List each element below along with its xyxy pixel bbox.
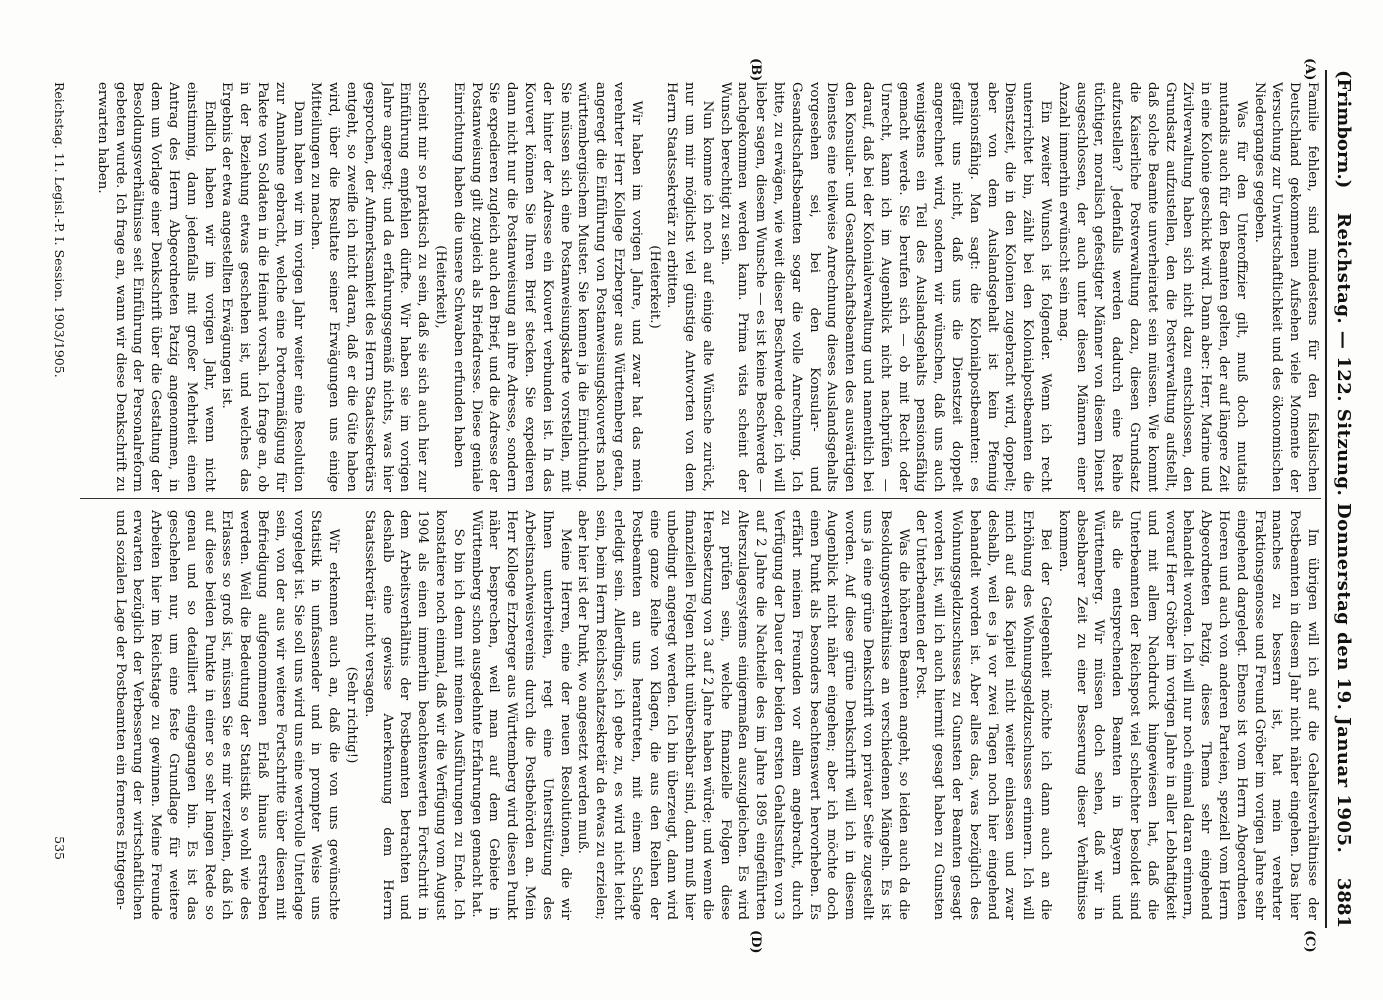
left-column — [80, 82, 1321, 492]
page-footer — [52, 82, 67, 492]
margin-marker-b: (B) — [748, 58, 763, 82]
paragraph: Bei der Gelegenheit möchte ich dann auch an die Erhöhung des Wohnungsgeldzuschusses erinnern. Ich will mich auf das Kapitel nicht weiter einlassen und zwar deshalb, weil es ja vor zwei Tagen noch hier eingehend behandelt worden ist. Aber alles das, was bezüglich des Wohnungsgeldzuschusses zu Gunsten der Beamten gesagt worden ist, will ich auch hiermit gesagt haben zu Gunsten der Unterbeamten der Post. — [913, 510, 1054, 920]
footer-session: Reichstag. 11. Legisl.-P. I. Session. 1903/1905. — [52, 82, 67, 378]
paragraph: Im übrigen will ich auf die Gehaltsverhältnisse der Postbeamten in diesem Jahr nicht näher eingehen. Das hier manches zu bessern ist, hat mein verehrter Fraktionsgenosse und Freund Gröber im vorigen Jahre sehr eingehend dargelegt. Ebenso ist vom Herrn Abgeordneten Hoeren und auch von anderen Parteien, speziell vom Herrn Abgeordneten Patzig, dieses Thema sehr eingehend behandelt worden. Ich will nur noch einmal daran erinnern, worauf Herr Gröber im vorigen Jahre in aller Lebhaftigkeit und mit allem Nachdruck hingewiesen hat, daß die Unterbeamten der Reichspost viel schlechter besoldet sind als die entsprechenden Beamten in Bayern und Württemberg. Wir müssen doch sehen, daß wir in absehbarer Zeit zu einer Besserung dieser Verhältnisse kommen. — [1055, 510, 1320, 920]
paragraph: Meine Herren, eine der neuen Resolutionen, die wir Ihnen unterbreiten, regt eine Unterstützung des Arbeitsnachweisvereins durch die Postbehörden an. Mein Herr Kollege Erzberger aus Württemberg wird diesen Punkt näher besprechen, weil man auf dem Gebiete in Württemberg schon ausgedehnte Erfahrungen gemacht hat. — [468, 510, 573, 920]
paragraph: Dann haben wir im vorigen Jahr weiter eine Resolution zur Annahme gebracht, welche eine Portoermäßigung für Pakete von Soldaten in die Heimat vorsah. Ich frage an, ob in der Beziehung etwas geschehen ist, und welches das Ergebnis der etwa angestellten Erwägungen ist. — [219, 82, 306, 492]
paragraph: Was die höheren Beamten angeht, so leiden auch da die Besoldungsverhältnisse an verschiedenen Mängeln. Es ist uns ja eine grüne Denkschrift von privater Seite zugestellt worden. Auf diese grüne Denkschrift will ich in diesem Augenblick nicht näher eingehen; aber ich möchte doch einen Punkt als besonders beachtenswert hervorheben. Es erfährt meinen Freunden vor allem angebracht, durch Verfügung der Dauer der beiden ersten Gehaltsstufen von 3 auf 2 Jahre die Nachteile des im Jahre 1895 eingeführten Alterszulagesystems einigermaßen auszugleichen. Es wird zu prüfen sein, welche finanzielle Folgen diese Herabsetzung von 3 auf 2 Jahre haben würde; und wenn die finanziellen Folgen nicht unübersehbar sind, dann muß hier unbedingt angeregt werden. Ich bin überzeugt, dann wird eine ganze Reihe von Klagen, die aus den Reihen der Postbeamten an uns herantreten, mit einem Schlage erledigt sein. Allerdings, ich gebe zu, es wird nicht leicht sein, beim Herrn Reichsschatzsekretär da etwas zu erzielen; aber hier ist der Punkt, wo angesetzt werden muß. — [575, 510, 911, 920]
paragraph: Nun komme ich noch auf einige alte Wünsche zurück, nur um mir möglichst viel günstige Antworten von dem Herrn Staatssekretär zu erbitten. — [664, 82, 715, 492]
interjection: (Sehr richtig!) — [343, 666, 359, 764]
footer-page-number: 535 — [52, 836, 67, 860]
header-speaker: (Frimborn.) — [1333, 70, 1355, 189]
page-header — [1325, 70, 1361, 928]
right-column — [80, 510, 1321, 920]
margin-marker-d: (D) — [748, 930, 763, 954]
paragraph: Familie fehlen, sind mindestens für den fiskalischen Deutschland gekommenen Aufsehen viele Momente der Versuchung zur Unwirtschaftlichkeit und des ökonomischen Niederganges gegeben. — [1251, 82, 1320, 492]
interjection: (Heiterkeit), — [432, 245, 448, 329]
interjection: (Heiterkeit.) — [646, 245, 662, 329]
paragraph: Was für den Unteroffizier gilt, muß doch mutatis mutandis auch für den Beamten gelten, der auf längere Zeit in eine Kolonie geschickt wird. Dann aber: Herr, Marine und Zivilverwaltung haben sich nicht dazu entschlossen, den Grundsatz aufzustellen, den die Postverwaltung aufstellt, daß solche Beamte unverheiratet sein müssen. Wie kommt die Kaiserliche Postverwaltung dazu, diesen Grundsatz aufzustellen? Jedenfalls werden dadurch eine Reihe tüchtiger, moralisch gefestigter Männer von diesem Dienst ausgeschlossen, der auch unter diesen Männern einer Anzahl immerhin erwünscht sein mag. — [1055, 82, 1249, 492]
paragraph: Ein zweiter Wunsch ist folgender. Wenn ich recht unterrichtet bin, zählt bei den Kolonialpostbeamten die Dienstzeit, die in den Kolonien zugebracht wird, doppelt; aber von dem Auslandsgehalt ist kein Pfennig pensionsfähig. Man sagt: die Kolonialpostbeamten: es gefällt uns nicht, daß uns die Dienstzeit doppelt angerechnet wird, sondern wir wünschen, daß uns auch wenigstens ein Teil des Auslandsgehalts pensionsfähig gemacht werde. Sie berufen sich — ob mit Recht oder Unrecht, kann ich im Augenblick nicht nachprüfen — darauf, daß bei der Kolonialverwaltung und namentlich bei den Konsular- und Gesandtschaftsbeamten des auswärtigen Dienstes eine teilweise Anrechnung dieses Auslandsgehalts vorgesehen sei, bei den Konsular- und Gesandtschaftsbeamten sogar die volle Anrechnung. Ich bitte, zu erwägen, wie weit dieser Beschwerde oder, ich will lieber sagen, diesem Wunsche — es ist keine Beschwerde — nachgekommen werden kann. Prima vista scheint der Wunsch berechtigt zu sein. — [717, 82, 1054, 492]
paragraph: So bin ich denn mit meinen Ausführungen zu Ende. Ich konstatiere noch einmal, daß wir die Verfügung vom August 1904 als einen immerhin beachtenswerten Fortschritt in dem Arbeitsverhältnis der Postbeamten betrachten und deshalb eine gewisse Anerkennung dem Herrn Staatssekretär nicht versagen. — [361, 510, 466, 920]
paragraph: Endlich haben wir im vorigen Jahr, wenn nicht einstimmig, dann jedenfalls mit großer Mehrheit einen Antrag des Herrn Abgeordneten Patzig angenommen, in dem um Vorlage einer Denkschrift über die Gestaltung der Besoldungsverhältnisse seit Einführung der Personalreform gebeten wurde. Ich frage an, wann wir diese Denkschrift zu erwarten haben. — [94, 82, 217, 492]
column-divider — [80, 498, 1321, 499]
margin-marker-c: (C) — [1302, 930, 1317, 953]
header-title: Reichstag. — 122. Sitzung. Donnerstag den 19. Januar 1905. — [1333, 212, 1355, 854]
paragraph: Wir haben im vorigen Jahre, und zwar hat das mein verehrter Herr Kollege Erzberger aus Württemberg getan, angeregt die Einführung von Postanweisungskouverts nach württembergischem Muster. Sie kennen ja die Einrichtung. Sie müssen sich eine Postanweisungskarte vorstellen, mit der hinter der Adresse ein Kouvert verbunden ist. In das Kouvert können Sie Ihren Brief stecken. Sie expedieren dann nicht nur die Postanweisung an ihre Adresse, sondern Sie expedieren zugleich auch den Brief, und die Adresse der Postanweisung gilt zugleich als Briefadresse. Diese geniale Einrichtung haben die unsere Schwaben erfunden haben — [450, 82, 644, 492]
header-page-number: 3881 — [1333, 877, 1355, 928]
margin-marker-a: (A) — [1302, 58, 1317, 81]
paragraph: Wir erkennen auch an, daß die von uns gewünschte Statistik in umfassender und in prompter Weise uns vorgelegt ist. Sie soll uns wird uns eine wertvolle Unterlage sein, von der aus wir weitere Fortschritte über diesen mit Befriedigung aufgenommenen Erlaß hinaus erstreben werden. Weil die Bedeutung der Statistik so wohl wie des Erlasses so groß ist, müssen Sie es mir verzeihen, daß ich auf diese beiden Punkte in einer so sehr langen Rede so genau und so detailliert eingegangen bin. Es ist das geschehen nur, um eine feste Grundlage für weitere Arbeiten hier im Reichstage zu gewinnen. Meine Freunde erwarten bezüglich der Verbesserung der wirtschaftlichen und sozialen Lage der Postbeamten ein ferneres Entgegen- — [112, 510, 342, 920]
paragraph: scheint mir so praktisch zu sein, daß sie sich auch hier zur Einführung empfehlen dürfte. Wir haben sie im vorigen Jahre angeregt; und da erfahrungsgemäß nichts, was hier gesprochen, der Aufmerksamkeit des Herrn Staatssekretärs entgeht, so zweifle ich nicht daran, daß er die Güte haben wird, über die Resultate seiner Erwägungen uns einige Mitteilungen zu machen. — [308, 82, 431, 492]
